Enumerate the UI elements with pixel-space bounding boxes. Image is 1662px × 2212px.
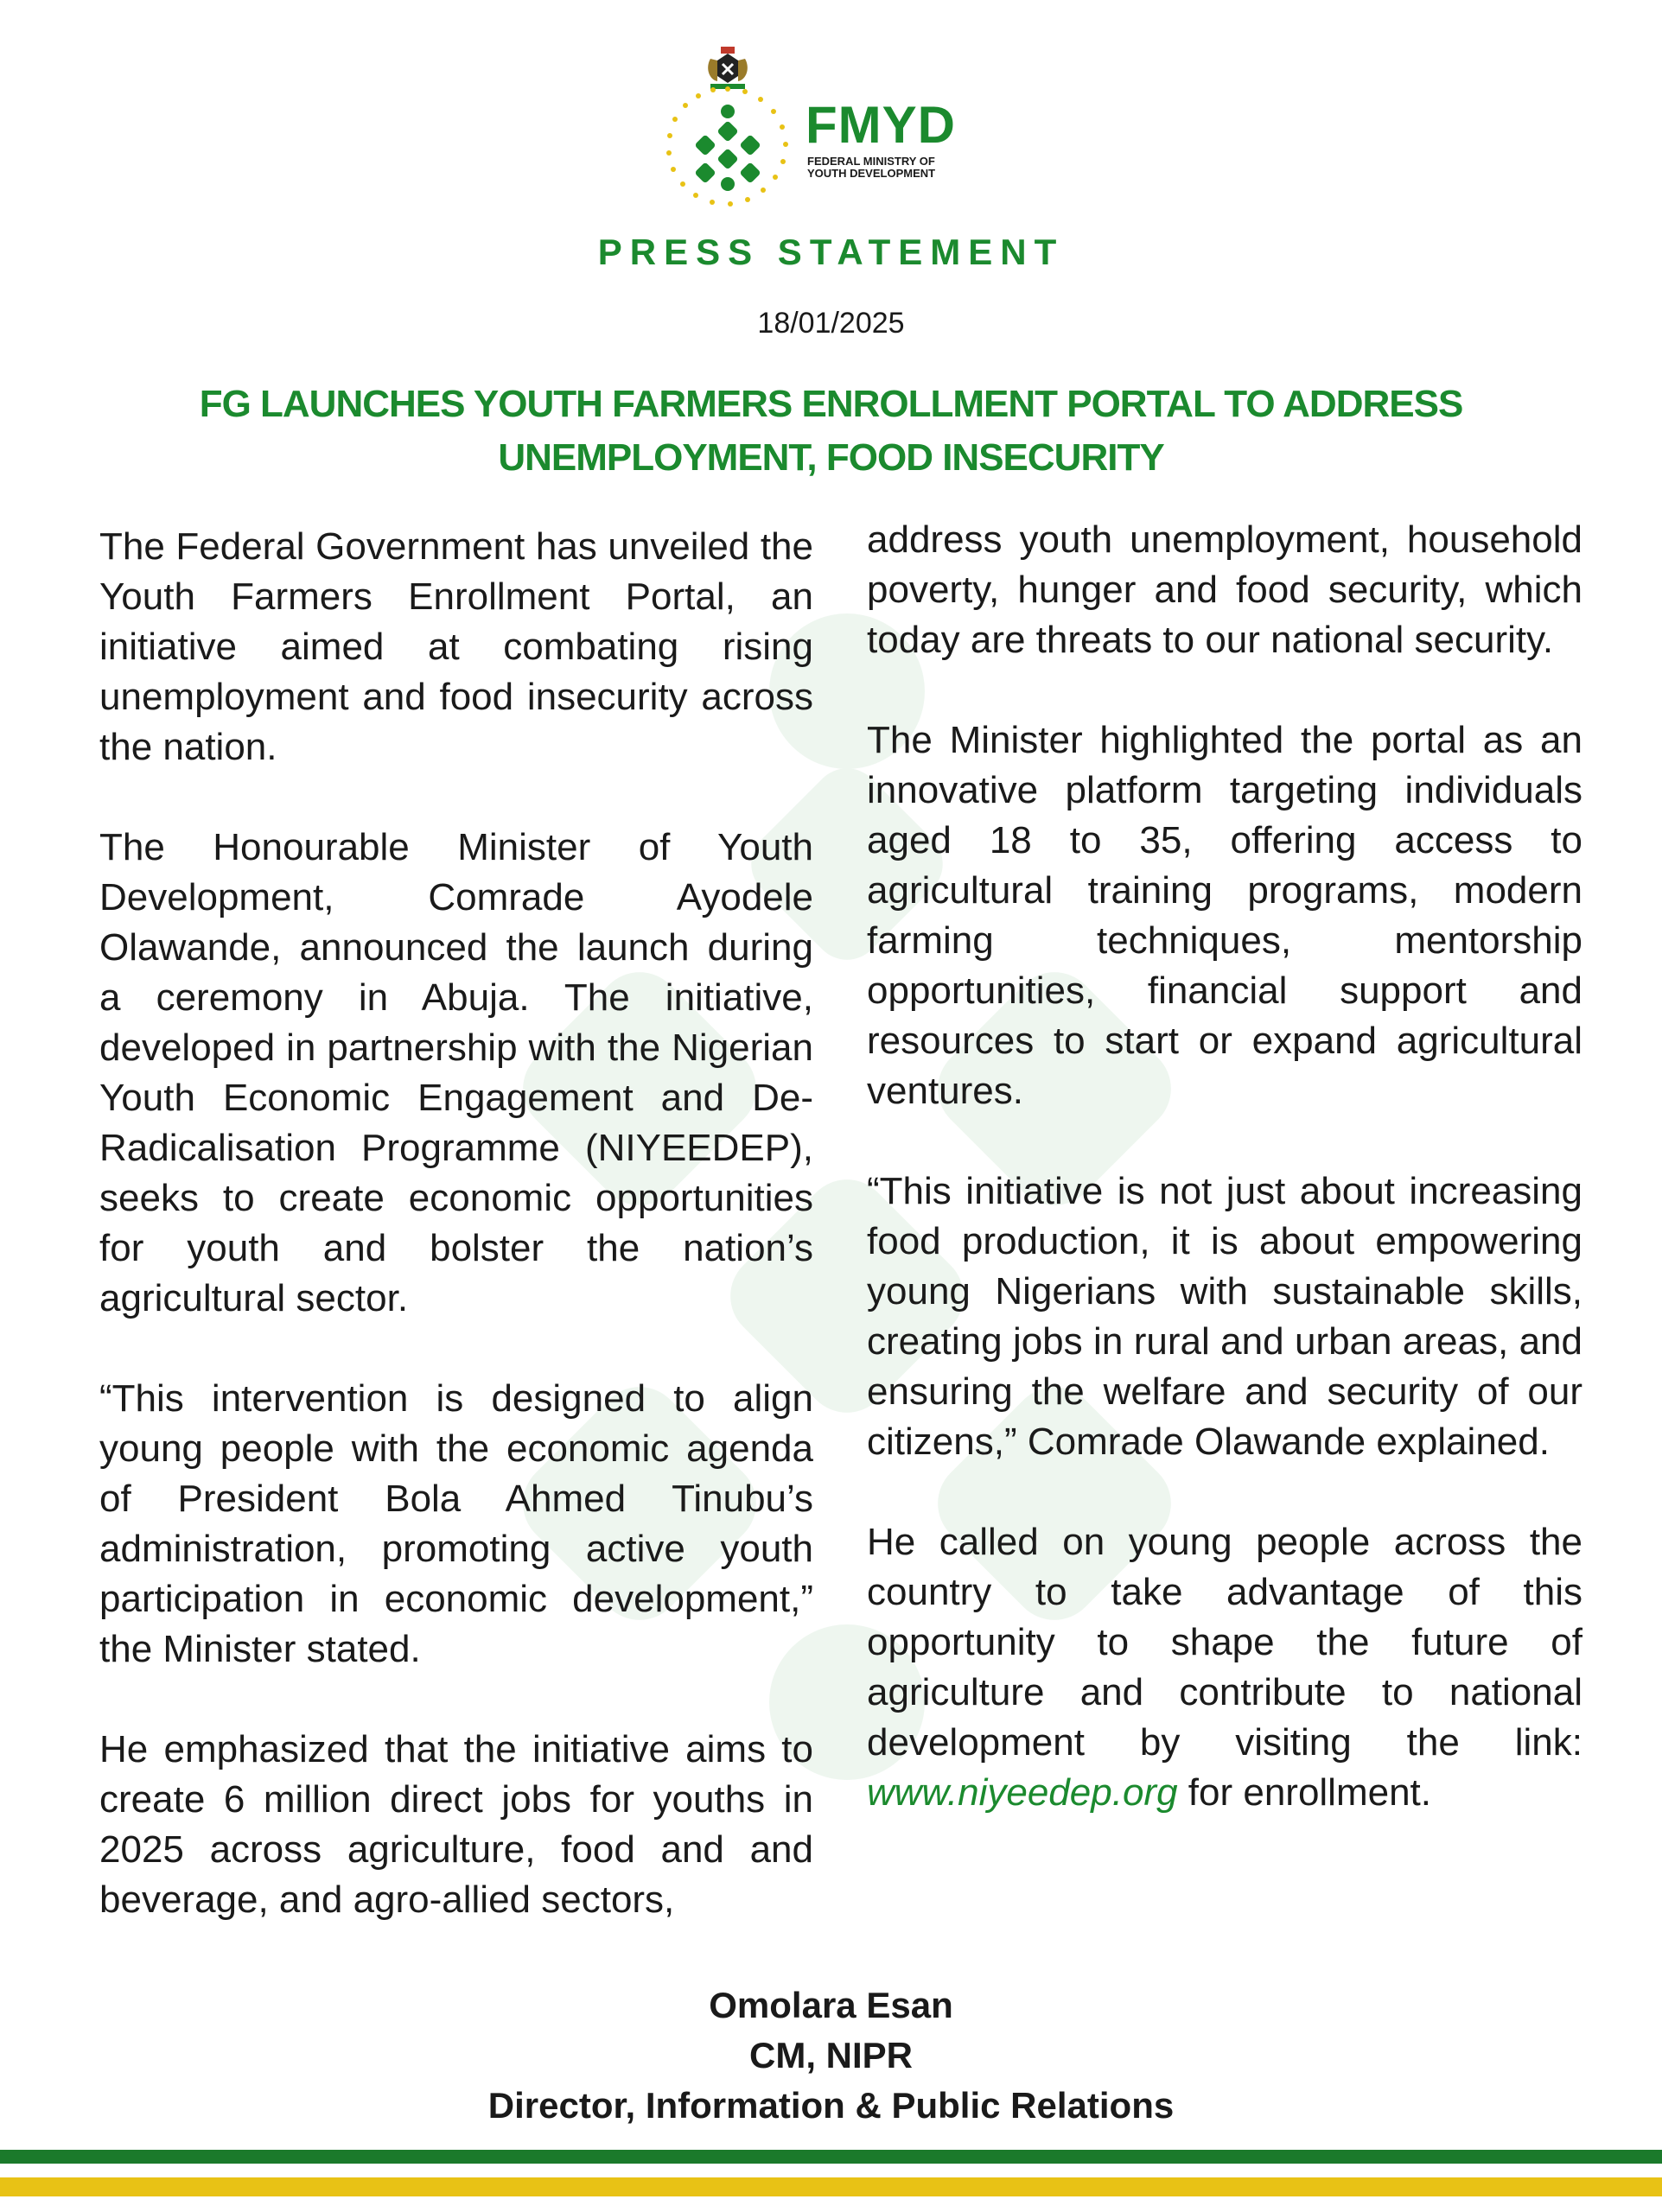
footer-stripe-gap <box>0 2164 1662 2176</box>
statement-date: 18/01/2025 <box>757 307 905 340</box>
headline-line1: FG LAUNCHES YOUTH FARMERS ENROLLMENT PORTAL TO ADDRESS <box>199 383 1463 425</box>
signatory-title: Director, Information & Public Relations <box>487 2085 1175 2126</box>
brand-full-line1: FEDERAL MINISTRY OF <box>807 155 935 168</box>
letterhead <box>0 35 1662 207</box>
signatory-credential: CM, NIPR <box>749 2035 913 2075</box>
paragraph: The Minister highlighted the portal as an innovative platform targeting individuals aged 18 to 35, offering access to agricultural training programs, modern farming techniques, mentorship opportunities, financial support and resources to start or expand agricultural ventures. <box>867 719 1582 1112</box>
paragraph: The Federal Government has unveiled the Youth Farmers Enrollment Portal, an initiative aimed at combating rising unemployment and food insecurity across the nation. <box>99 525 813 768</box>
brand-acronym: FMYD <box>806 96 956 154</box>
footer-stripe-green <box>0 2150 1662 2164</box>
paragraph: He emphasized that the initiative aims to create 6 million direct jobs for youths in 2025 across agriculture, food and and beverage, and agro-allied sectors, <box>99 1728 813 1921</box>
paragraph: “This initiative is not just about increasing food production, it is about empowering young Nigerians with sustainable skills, creating jobs in rural and urban areas, and ensuring the welfare and security of our citizens,” Comrade Olawande explained. <box>867 1170 1582 1463</box>
enrollment-link[interactable]: www.niyeedep.org <box>867 1771 1178 1814</box>
brand-full-name <box>807 156 980 180</box>
paragraph: address youth unemployment, household poverty, hunger and food security, which today are threats to our national security. <box>867 518 1582 661</box>
signature-block <box>0 1980 1662 2131</box>
paragraph: The Honourable Minister of Youth Development, Comrade Ayodele Olawande, announced the launch during a ceremony in Abuja. The initiative, developed in partnership with the Nigerian Youth Economic Engagement and De-Radicalisation Programme (NIYEEDEP), seeks to create economic opportunities for youth and bolster the nation’s agricultural sector. <box>99 826 813 1319</box>
left-column <box>99 522 813 1925</box>
link-trail-text: for enrollment. <box>1177 1771 1432 1814</box>
fmyd-logo-icon <box>663 82 793 212</box>
right-column <box>867 515 1582 1818</box>
headline <box>138 378 1524 485</box>
press-statement-label: PRESS STATEMENT <box>597 232 1065 272</box>
paragraph-with-link <box>867 1517 1582 1818</box>
signatory-name: Omolara Esan <box>709 1985 953 2025</box>
paragraph: “This intervention is designed to align young people with the economic agenda of President Bola Ahmed Tinubu’s administration, promoting active youth participation in economic development,” the Minister stated. <box>99 1377 813 1670</box>
headline-line2: UNEMPLOYMENT, FOOD INSECURITY <box>498 436 1164 479</box>
link-lead-text: He called on young people across the country to take advantage of this opportunity to shape the future of agriculture and contribute to national development by visiting the link: <box>867 1521 1582 1764</box>
footer-stripe-yellow <box>0 2177 1662 2196</box>
brand-full-line2: YOUTH DEVELOPMENT <box>807 167 936 180</box>
